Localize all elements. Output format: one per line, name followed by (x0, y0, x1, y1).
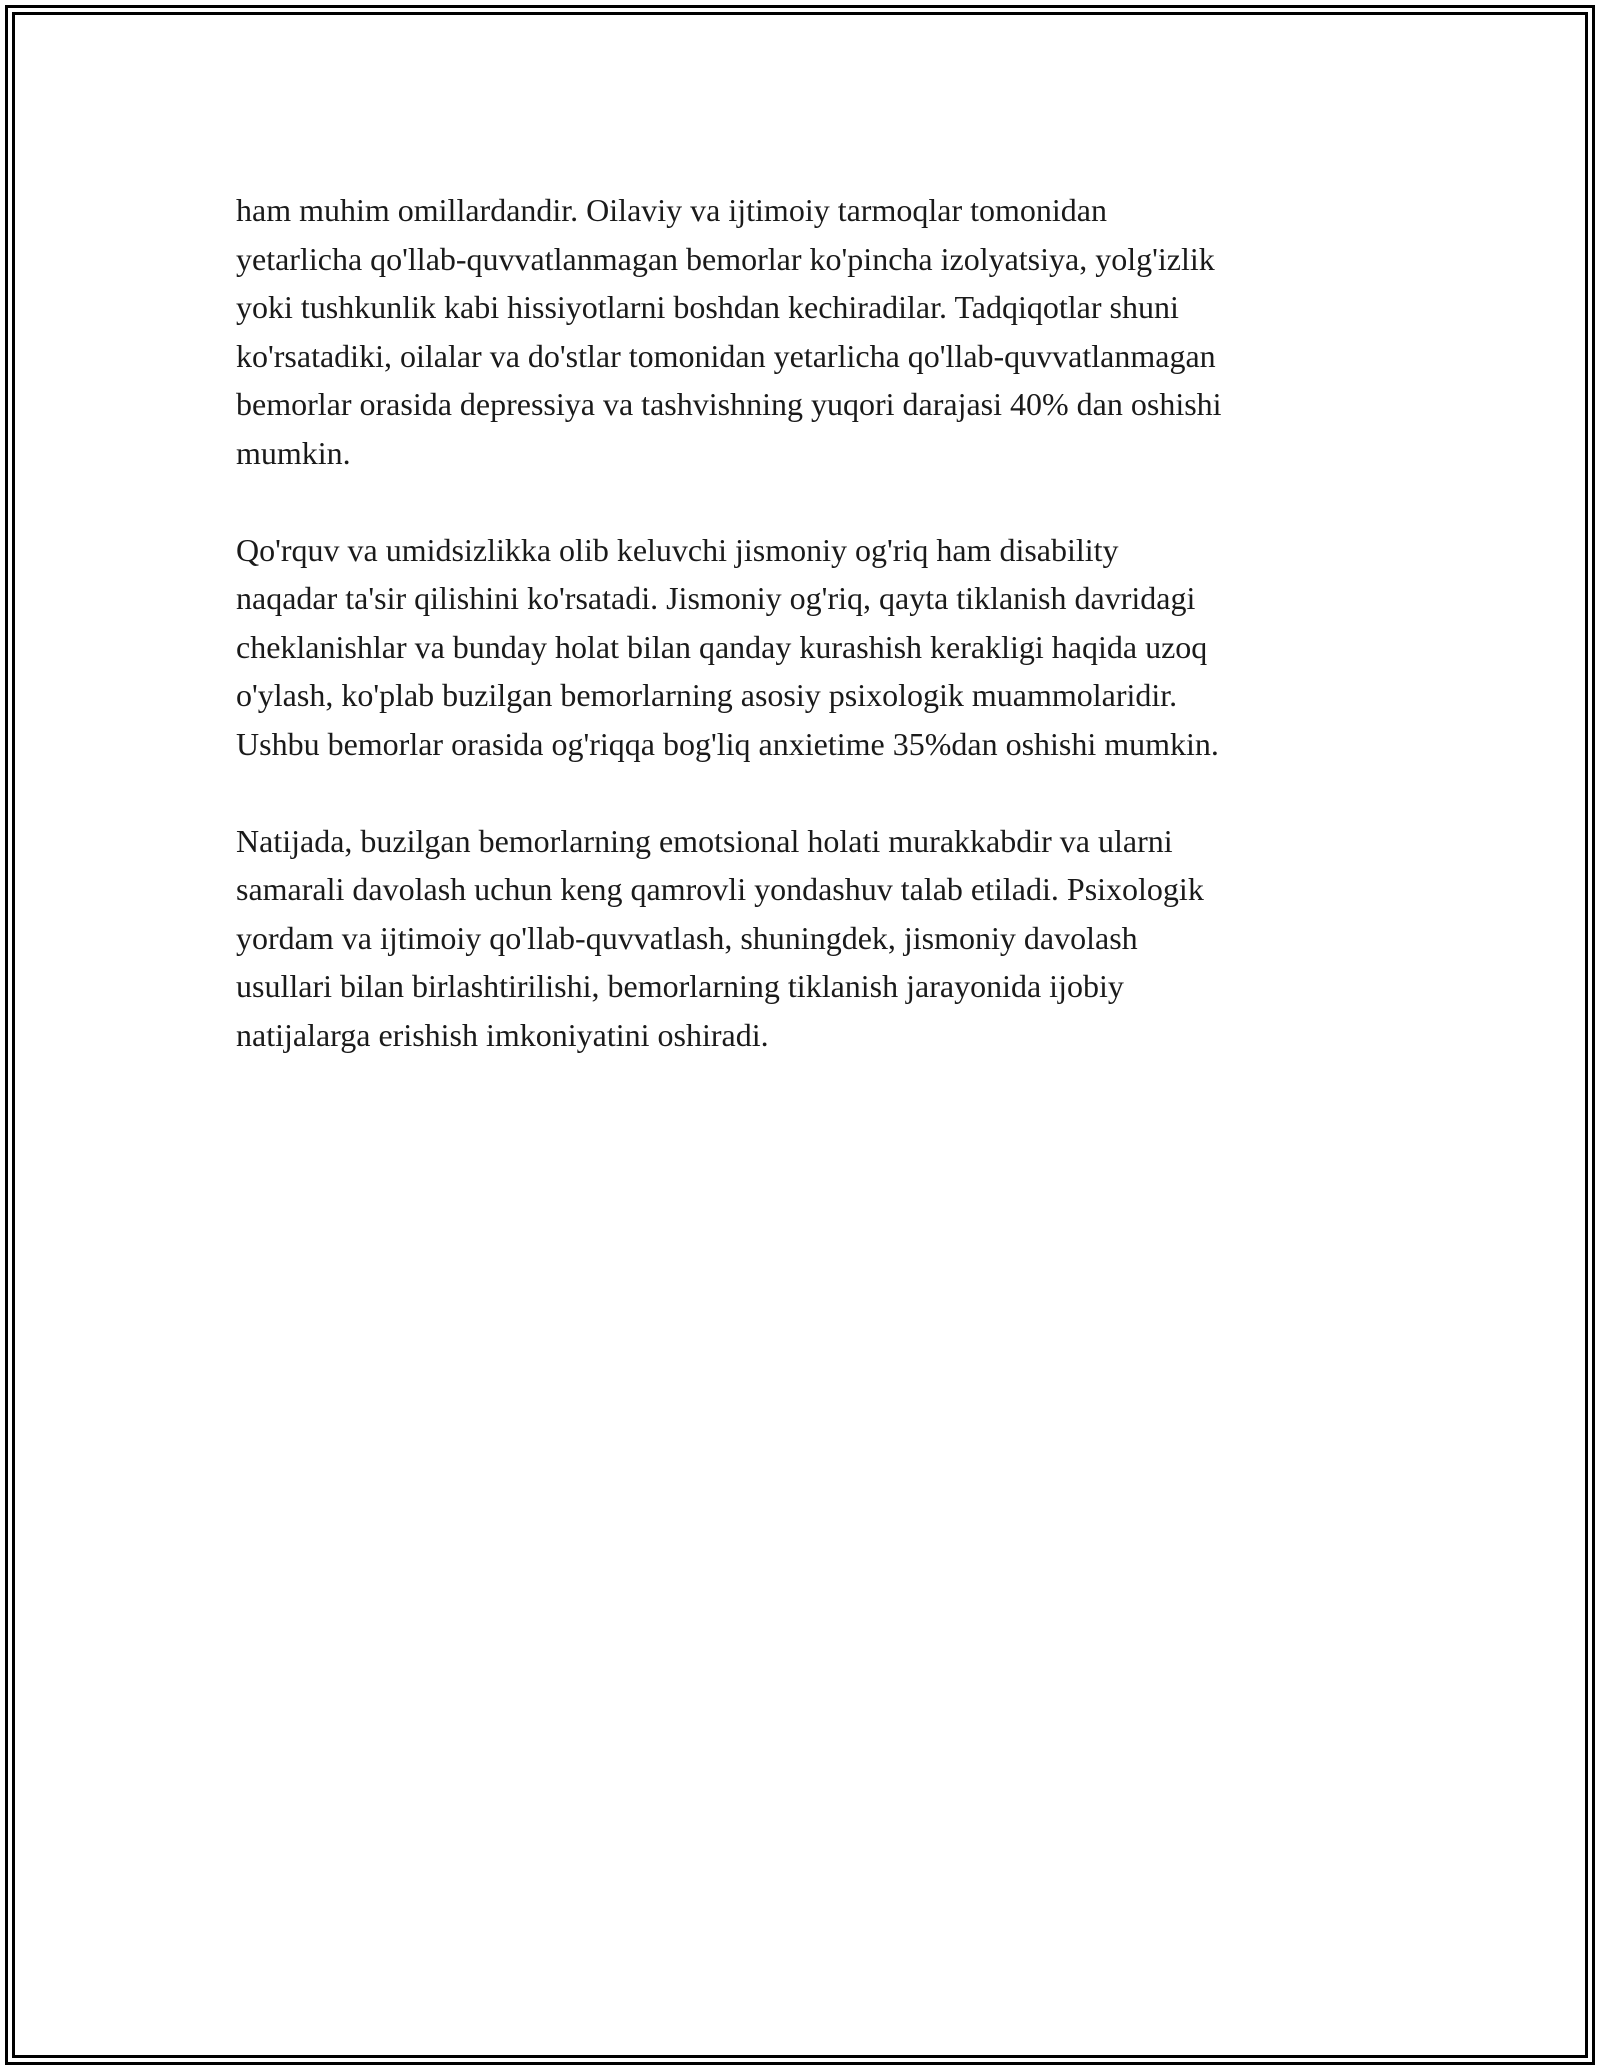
text-line: samarali davolash uchun keng qamrovli yondashuv talab etiladi. Psixologik (236, 871, 1204, 907)
text-line: naqadar ta'sir qilishini ko'rsatadi. Jismoniy og'riq, qayta tiklanish davridagi (236, 580, 1196, 616)
text-line: Qo'rquv va umidsizlikka olib keluvchi jismoniy og'riq ham disability (236, 531, 1119, 568)
text-line: yetarlicha qo'llab-quvvatlanmagan bemorlar ko'pincha izolyatsiya, yolg'izlik (236, 240, 1215, 277)
text-line: Natijada, buzilgan bemorlarning emotsional holati murakkabdir va ularni (236, 822, 1173, 859)
text-line: cheklanishlar va bunday holat bilan qanday kurashish kerakligi haqida uzoq (236, 628, 1208, 665)
text-line: Ushbu bemorlar orasida og'riqqa bog'liq anxietime 35%dan oshishi mumkin. (236, 725, 1219, 762)
paragraph-3 (236, 817, 1386, 1060)
text-line: usullari bilan birlashtirilishi, bemorlarning tiklanish jarayonida ijobiy (236, 968, 1124, 1004)
paragraph-2 (236, 526, 1386, 769)
text-line: mumkin. (236, 434, 351, 471)
text-line: o'ylash, ko'plab buzilgan bemorlarning asosiy psixologik muammolaridir. (236, 677, 1178, 713)
paragraph-1 (236, 186, 1386, 477)
text-line: yordam va ijtimoiy qo'llab-quvvatlash, shuningdek, jismoniy davolash (236, 919, 1138, 956)
text-line: ham muhim omillardandir. Oilaviy va ijtimoiy tarmoqlar tomonidan (236, 192, 1107, 228)
text-line: natijalarga erishish imkoniyatini oshiradi. (236, 1016, 769, 1053)
text-line: ko'rsatadiki, oilalar va do'stlar tomonidan yetarlicha qo'llab-quvvatlanmagan (236, 337, 1216, 374)
text-line: yoki tushkunlik kabi hissiyotlarni boshdan kechiradilar. Tadqiqotlar shuni (236, 289, 1179, 325)
text-line: bemorlar orasida depressiya va tashvishning yuqori darajasi 40% dan oshishi (236, 386, 1222, 422)
document-body (236, 186, 1386, 1108)
